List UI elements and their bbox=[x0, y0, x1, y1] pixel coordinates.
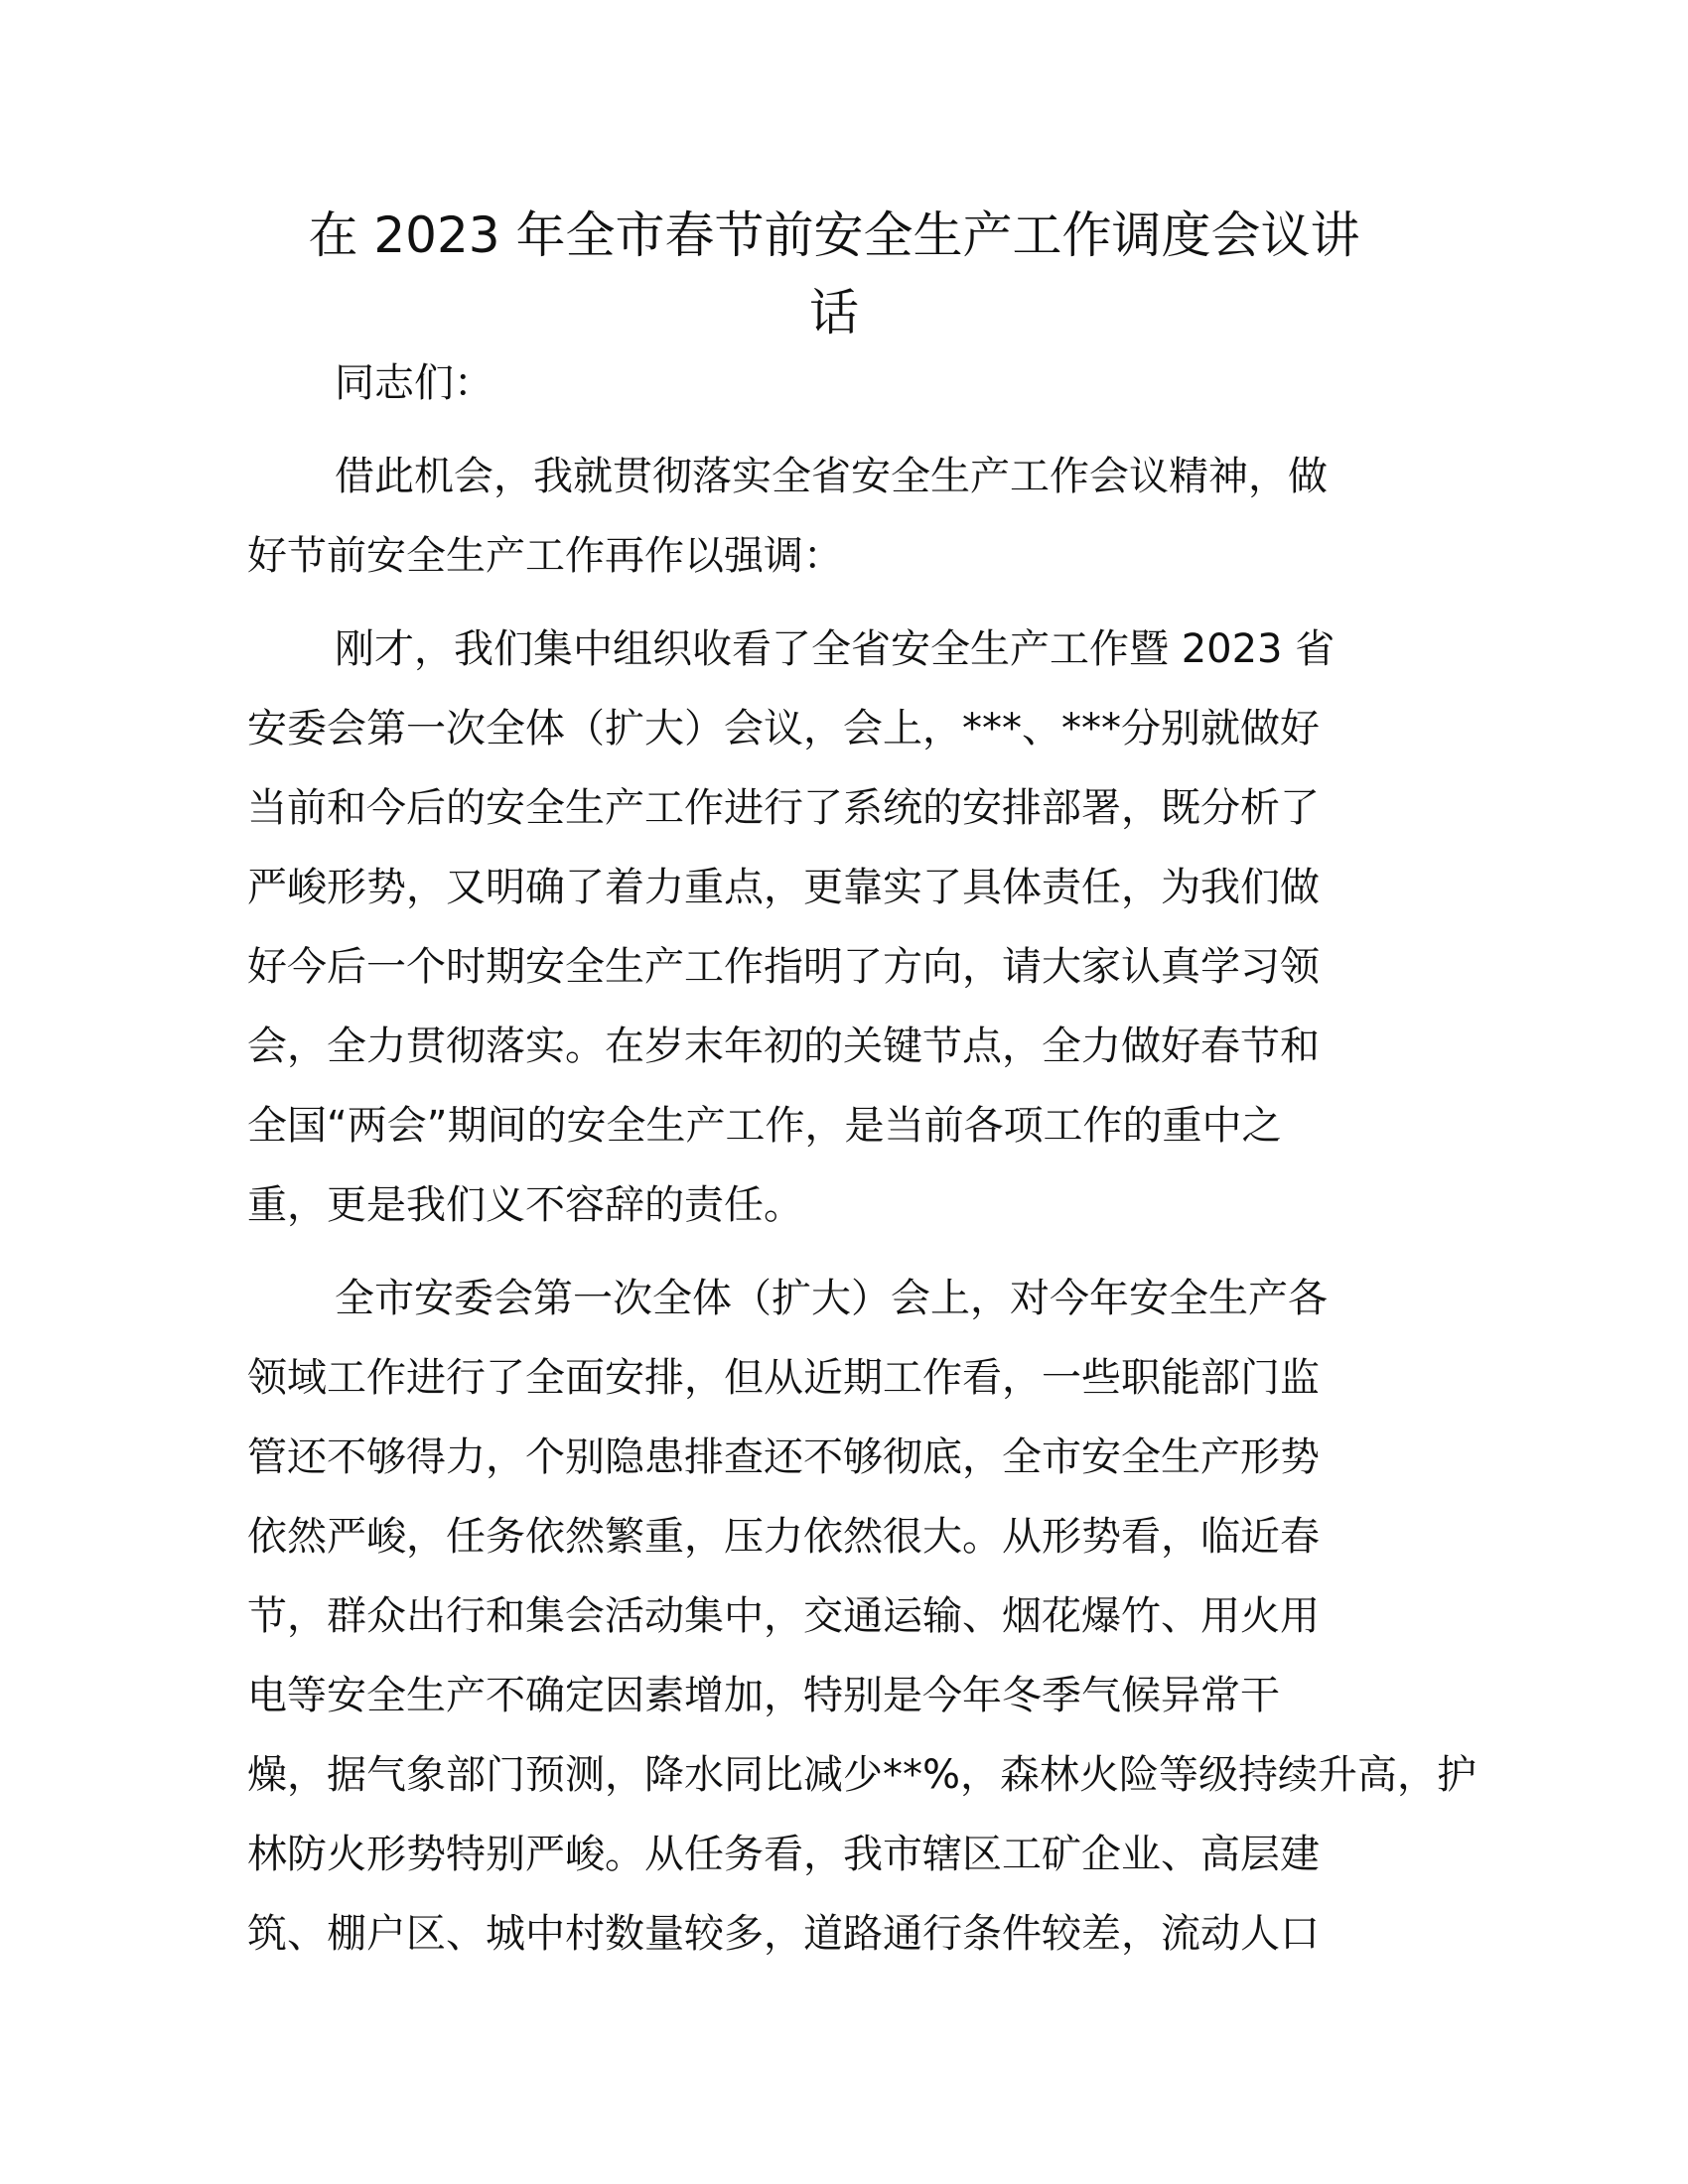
paragraph-line: 筑、棚户区、城中村数量较多，道路通行条件较差，流动人口 bbox=[247, 1911, 1320, 1957]
document-body bbox=[247, 343, 1477, 1974]
paragraph-2 bbox=[247, 610, 1439, 1245]
document-title bbox=[238, 197, 1430, 351]
paragraph-3 bbox=[247, 1259, 1477, 1974]
title-line-1: 在 2023 年全市春节前安全生产工作调度会议讲 bbox=[308, 206, 1360, 264]
paragraph-line: 林防火形势特别严峻。从任务看，我市辖区工矿企业、高层建 bbox=[247, 1832, 1320, 1877]
paragraph-line: 当前和今后的安全生产工作进行了系统的安排部署，既分析了 bbox=[247, 785, 1320, 831]
paragraph-line: 借此机会，我就贯彻落实全省安全生产工作会议精神，做 bbox=[335, 454, 1328, 499]
paragraph-line: 严峻形势，又明确了着力重点，更靠实了具体责任，为我们做 bbox=[247, 865, 1320, 910]
paragraph-1 bbox=[247, 437, 1439, 596]
salutation: 同志们： bbox=[335, 360, 493, 406]
paragraph-line: 全市安委会第一次全体（扩大）会上，对今年安全生产各 bbox=[335, 1276, 1328, 1321]
paragraph-line: 安委会第一次全体（扩大）会议，会上，***、***分别就做好 bbox=[247, 706, 1320, 751]
paragraph-line: 重，更是我们义不容辞的责任。 bbox=[247, 1182, 803, 1228]
paragraph-line: 领域工作进行了全面安排，但从近期工作看，一些职能部门监 bbox=[247, 1355, 1320, 1401]
paragraph-line: 管还不够得力，个别隐患排查还不够彻底，全市安全生产形势 bbox=[247, 1434, 1320, 1480]
title-line-2: 话 bbox=[809, 284, 859, 341]
paragraph-line: 全国“两会”期间的安全生产工作，是当前各项工作的重中之 bbox=[247, 1103, 1282, 1149]
paragraph-line: 燥，据气象部门预测，降水同比减少**%，森林火险等级持续升高，护 bbox=[247, 1752, 1477, 1798]
paragraph-line: 会，全力贯彻落实。在岁末年初的关键节点，全力做好春节和 bbox=[247, 1024, 1320, 1069]
paragraph-line: 依然严峻，任务依然繁重，压力依然很大。从形势看，临近春 bbox=[247, 1514, 1320, 1560]
paragraph-line: 节，群众出行和集会活动集中，交通运输、烟花爆竹、用火用 bbox=[247, 1593, 1320, 1639]
paragraph-line: 好节前安全生产工作再作以强调： bbox=[247, 533, 843, 579]
paragraph-line: 好今后一个时期安全生产工作指明了方向，请大家认真学习领 bbox=[247, 944, 1320, 990]
paragraph-line: 刚才，我们集中组织收看了全省安全生产工作暨 2023 省 bbox=[335, 626, 1336, 672]
paragraph-line: 电等安全生产不确定因素增加，特别是今年冬季气候异常干 bbox=[247, 1673, 1280, 1718]
